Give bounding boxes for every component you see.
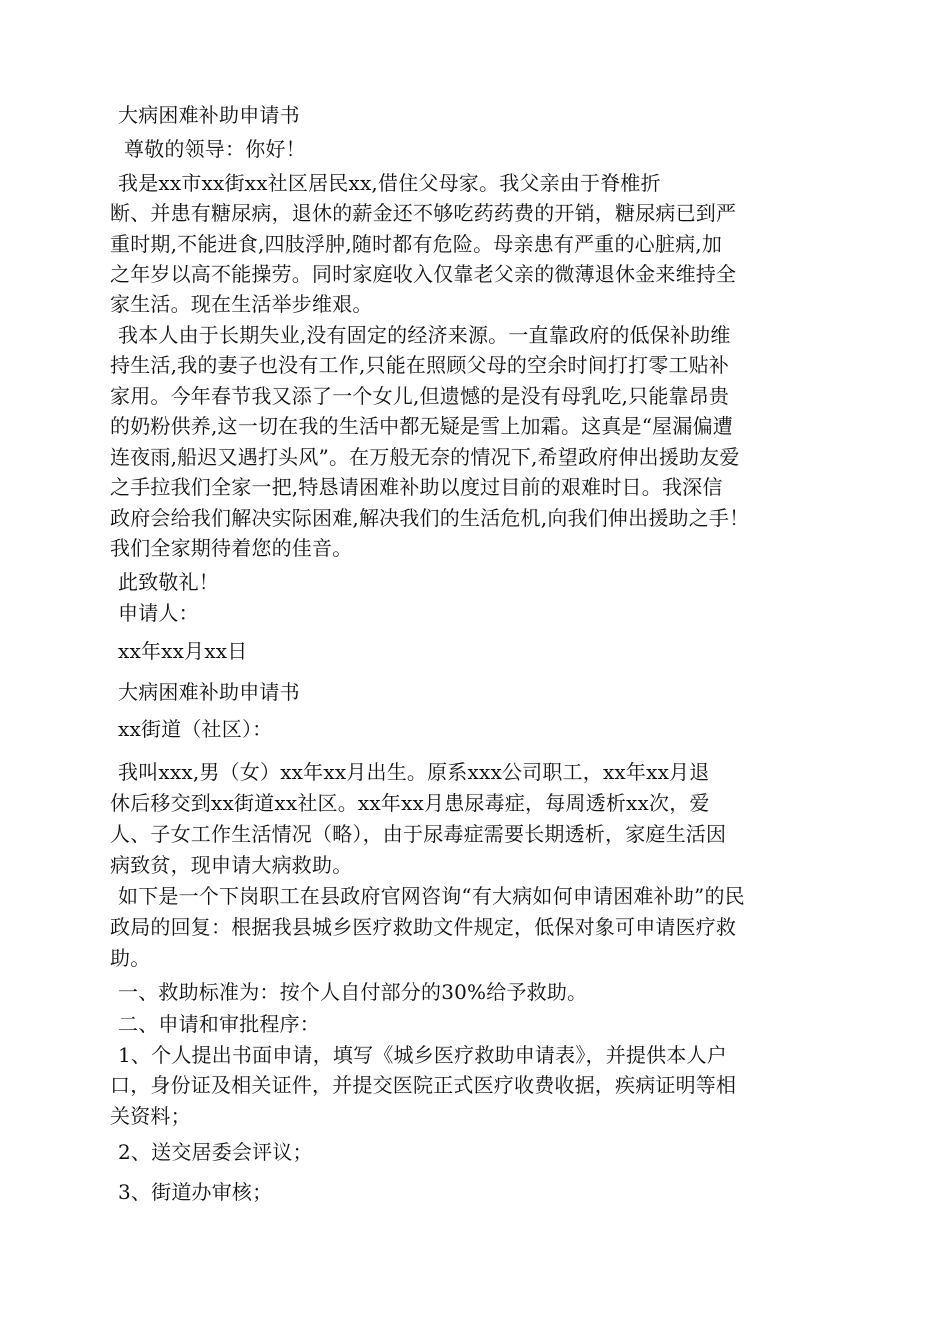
paragraph-line: 如下是一个下岗职工在县政府官网咨询“有大病如何申请困难补助”的民 (118, 884, 745, 908)
paragraph-line: 家用。今年春节我又添了一个女儿,但遗憾的是没有母乳吃,只能靠昂贵 (110, 384, 730, 408)
paragraph-line: 我是xx市xx街xx社区居民xx,借住父母家。我父亲由于脊椎折 (118, 171, 661, 195)
list-item: 二、申请和审批程序： (118, 1012, 320, 1036)
paragraph-line: 人、子女工作生活情况（略），由于尿毒症需要长期透析，家庭生活因 (110, 822, 727, 846)
paragraph-line: 持生活,我的妻子也没有工作,只能在照顾父母的空余时间打打零工贴补 (110, 353, 730, 377)
greeting: 尊敬的领导：你好！ (124, 137, 306, 161)
paragraph-line: 重时期,不能进食,四肢浮肿,随时都有危险。母亲患有严重的心脏病,加 (110, 232, 723, 256)
paragraph-line: 我本人由于长期失业,没有固定的经济来源。一直靠政府的低保补助维 (118, 323, 731, 347)
step-line: 3、街道办审核； (118, 1180, 273, 1204)
paragraph-line: 断、并患有糖尿病，退休的薪金还不够吃药药费的开销，糖尿病已到严 (110, 201, 737, 225)
closing: 此致敬礼！ (118, 570, 219, 594)
step-line: 1、个人提出书面申请，填写《城乡医疗救助申请表》，并提供本人户 (118, 1043, 727, 1067)
document-title: 大病困难补助申请书 (118, 103, 300, 127)
paragraph-line: 我们全家期待着您的佳音。 (110, 536, 353, 560)
step-line: 口，身份证及相关证件，并提交医院正式医疗收费收据，疾病证明等相 (110, 1073, 737, 1097)
paragraph-line: 之手拉我们全家一把,特恳请困难补助以度过目前的艰难时日。我深信 (110, 475, 723, 499)
paragraph-line: 之年岁以高不能操劳。同时家庭收入仅靠老父亲的微薄退休金来维持全 (110, 262, 737, 286)
addressee: xx街道（社区）： (118, 717, 273, 741)
paragraph-line: 病致贫，现申请大病救助。 (110, 853, 353, 877)
paragraph-line: 连夜雨,船迟又遇打头风”。在万般无奈的情况下,希望政府伸出援助友爱 (110, 445, 740, 469)
document-title-2: 大病困难补助申请书 (118, 680, 300, 704)
paragraph-line: 休后移交到xx街道xx社区。xx年xx月患尿毒症，每周透析xx次，爱 (110, 791, 710, 815)
paragraph-line: 政府会给我们解决实际困难,解决我们的生活危机,向我们伸出援助之手！ (110, 506, 750, 530)
paragraph-line: 的奶粉供养,这一切在我的生活中都无疑是雪上加霜。这真是“屋漏偏遭 (110, 414, 733, 438)
paragraph-line: 政局的回复：根据我县城乡医疗救助文件规定，低保对象可申请医疗救 (110, 915, 737, 939)
paragraph-line: 我叫xxx,男（女）xx年xx月出生。原系xxx公司职工，xx年xx月退 (118, 760, 710, 784)
step-line: 2、送交居委会评议； (118, 1140, 313, 1164)
paragraph-line: 家生活。现在生活举步维艰。 (110, 292, 373, 316)
applicant-label: 申请人： (118, 601, 199, 625)
paragraph-line: 助。 (110, 946, 151, 970)
list-item: 一、救助标准为：按个人自付部分的30%给予救助。 (118, 980, 588, 1004)
date-line: xx年xx月xx日 (118, 639, 248, 663)
step-line: 关资料； (110, 1104, 191, 1128)
